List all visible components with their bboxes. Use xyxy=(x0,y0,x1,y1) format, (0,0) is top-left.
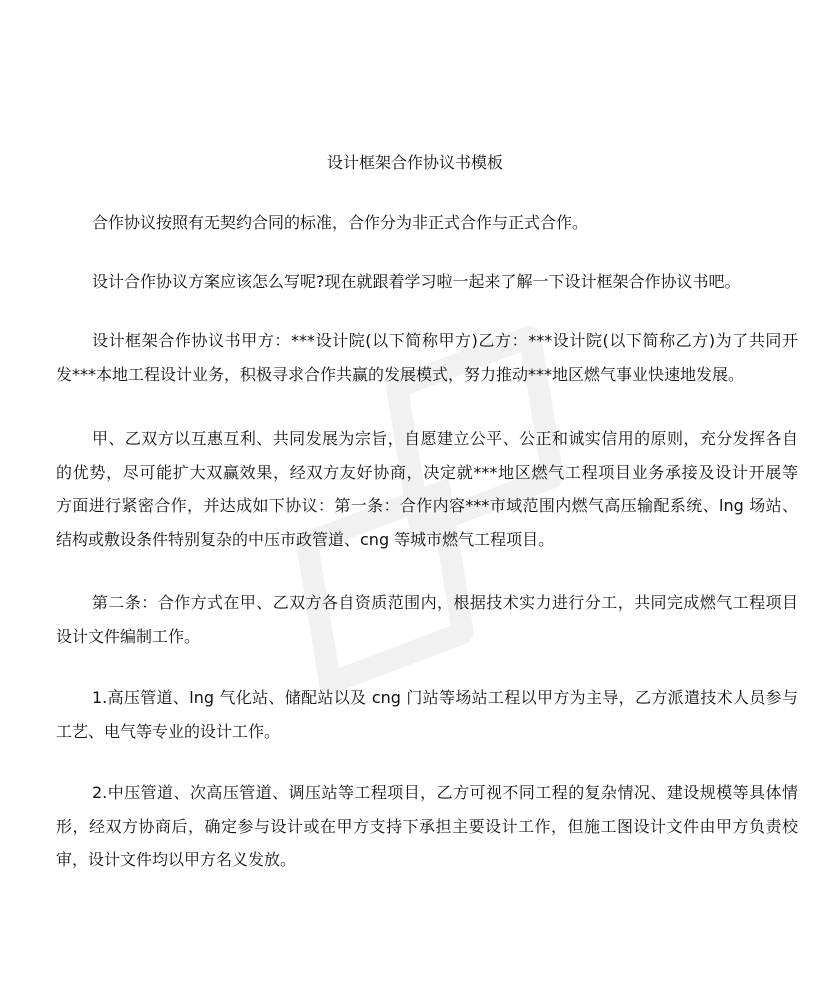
text-line: 审，设计文件均以甲方名义发放。 xyxy=(56,850,297,869)
text-line: 方面进行紧密合作，并达成如下协议：第一条：合作内容***市域范围内燃气高压输配系统、lng 场站、 xyxy=(56,496,798,515)
text-line: 2.中压管道、次高压管道、调压站等工程项目，乙方可视不同工程的复杂情况、建设规模等具体情 xyxy=(92,783,798,802)
text-line: 设计合作协议方案应该怎么写呢?现在就跟着学习啦一起来了解一下设计框架合作协议书吧。 xyxy=(92,272,741,291)
text-line: 甲、乙双方以互惠互利、共同发展为宗旨，自愿建立公平、公正和诚实信用的原则，充分发挥各自 xyxy=(92,429,798,448)
document-title: 设计框架合作协议书模板 xyxy=(326,153,503,172)
text-line: 工艺、电气等专业的设计工作。 xyxy=(56,721,281,741)
text-line: 结构或敷设条件特别复杂的中压市政管道、cng 等城市燃气工程项目。 xyxy=(56,529,555,549)
paragraph-parties xyxy=(56,324,798,391)
text-line: 形，经双方协商后，确定参与设计或在甲方支持下承担主要设计工作，但施工图设计文件由甲方负责校 xyxy=(56,816,798,836)
text-line: 1.高压管道、lng 气化站、储配站以及 cng 门站等场站工程以甲方为主导，乙方派遣技术人员参与 xyxy=(92,688,798,707)
paragraph-principles xyxy=(56,422,798,556)
text-line: 合作协议按照有无契约合同的标准，合作分为非正式合作与正式合作。 xyxy=(92,213,589,232)
paragraph-question xyxy=(56,265,798,299)
paragraph-item-1 xyxy=(56,681,798,748)
paragraph-article-two xyxy=(56,586,798,653)
text-line: 的优势，尽可能扩大双赢效果，经双方友好协商，决定就***地区燃气工程项目业务承接及设计开展等 xyxy=(56,462,798,482)
text-line: 设计文件编制工作。 xyxy=(56,626,201,646)
paragraph-item-2 xyxy=(56,776,798,877)
text-line: 发***本地工程设计业务，积极寻求合作共赢的发展模式，努力推动***地区燃气事业快速地发展。 xyxy=(56,364,745,384)
text-line: 设计框架合作协议书甲方：***设计院(以下简称甲方)乙方：***设计院(以下简称乙方)为了共同开 xyxy=(92,331,798,350)
text-line: 第二条：合作方式在甲、乙双方各自资质范围内，根据技术实力进行分工，共同完成燃气工程项目 xyxy=(92,593,798,612)
paragraph-intro xyxy=(56,206,798,240)
